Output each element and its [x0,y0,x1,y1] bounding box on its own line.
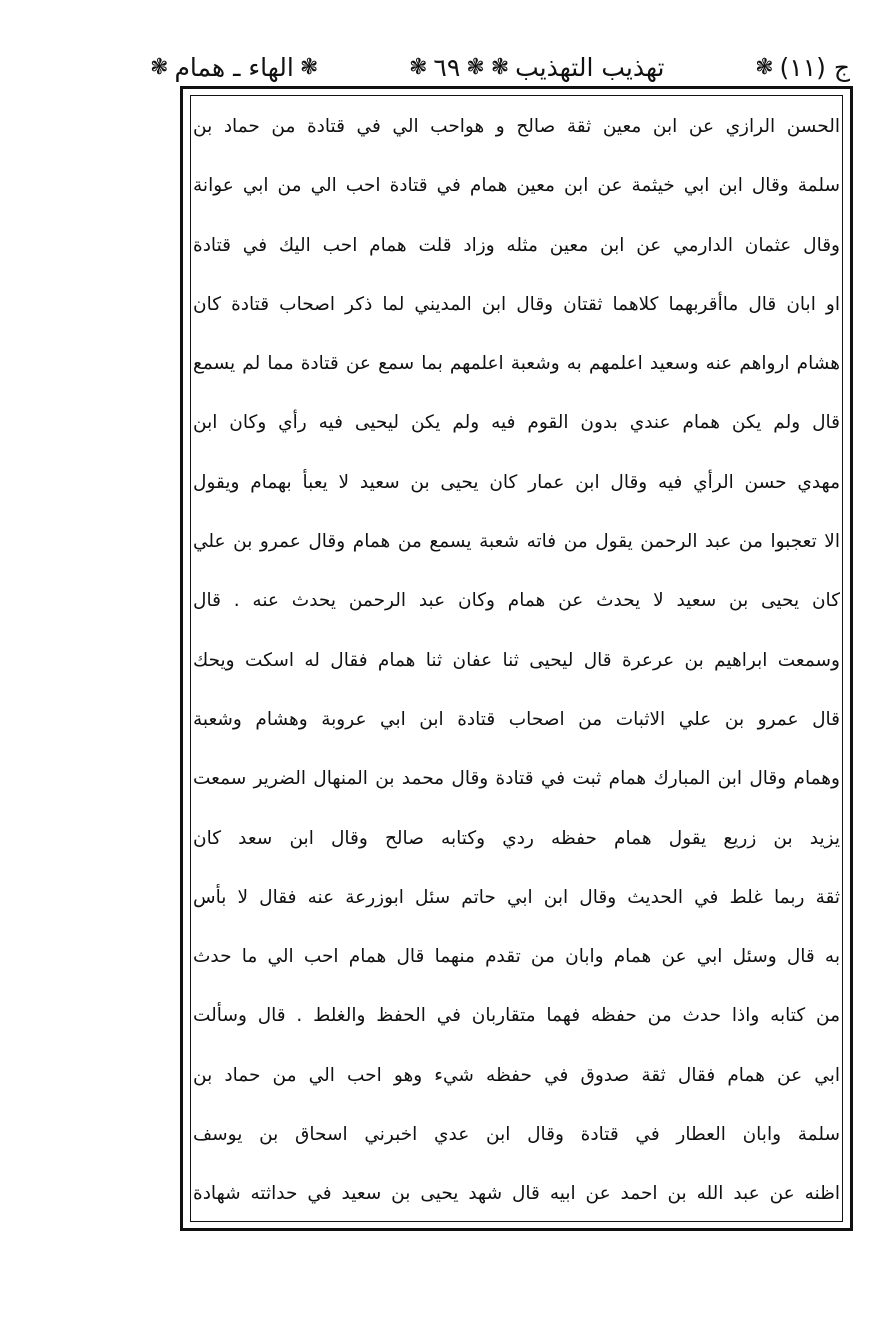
ornament-icon: ❃ [150,55,169,80]
text-line: من كتابه واذا حدث من حفظه فهما متقاربان في الحفظ والغلط . قال وسألت [193,1005,840,1027]
volume-label: ج (١١) [779,53,850,82]
text-line: او ابان قال ماأقربهما كلاهما ثقتان وقال ابن المديني لما ذكر اصحاب قتادة كان [193,293,840,315]
page-number: ٦٩ [433,53,461,82]
text-line: وسمعت ابراهيم بن عرعرة قال ليحيى ثنا عفان ثنا همام فقال له اسكت ويحك [193,649,840,671]
text-line: قال عمرو بن علي الاثبات من اصحاب قتادة ابن ابي عروبة وهشام وشعبة [193,708,840,730]
text-line: سلمة وقال ابن ابي خيثمة عن ابن معين همام في قتادة احب الي من ابي عوانة [193,175,840,197]
section-title: الهاء ـ همام [174,53,294,82]
header-volume-group [755,48,850,88]
text-line: ابي عن همام فقال ثقة صدوق في حفظه شيء وهو احب الي من حماد بن [193,1064,840,1086]
text-line: يزيد بن زريع يقول همام حفظه ردي وكتابه صالح وقال ابن سعد كان [193,827,840,849]
ornament-icon: ❃ [408,55,428,80]
text-line: به قال وسئل ابي عن همام وابان من تقدم منهما قال همام احب الي ما حدث [193,946,840,968]
text-line: وهمام وقال ابن المبارك همام ثبت في قتادة وقال محمد بن المنهال الضرير سمعت [193,768,840,790]
text-line: وقال عثمان الدارمي عن ابن معين مثله وزاد قلت همام احب اليك في قتادة [193,234,840,256]
text-line: سلمة وابان العطار في قتادة وقال ابن عدي اخبرني اسحاق بن يوسف [193,1124,840,1146]
text-line: مهدي حسن الرأي فيه وقال ابن عمار كان يحيى بن سعيد لا يعبأ بهمام ويقول [193,471,840,493]
body-text [183,97,850,1228]
text-line: هشام ارواهم عنه وسعيد اعلمهم به وشعبة اعلمهم بما سمع عن قتادة مما لم يسمع [193,353,840,375]
text-frame [180,86,853,1231]
header-title-group [409,48,665,88]
running-header [150,48,850,88]
ornament-icon: ❃ [466,55,485,80]
text-line: الا تعجبوا من عبد الرحمن يقول من فاته شعبة يسمع من همام وقال عمرو بن علي [193,531,840,553]
text-line: ثقة ربما غلط في الحديث وقال ابن ابي حاتم سئل ابوزرعة عنه فقال لا بأس [193,886,840,908]
ornament-icon: ❃ [299,55,319,80]
text-line: قال ولم يكن همام عندي بدون القوم فيه ولم يكن ليحيى فيه رأي وكان ابن [193,412,840,434]
book-title: تهذيب التهذيب [515,53,665,82]
text-line: اظنه عن عبد الله بن احمد عن ابيه قال شهد يحيى بن سعيد في حداثته شهادة [193,1183,840,1205]
text-line: الحسن الرازي عن ابن معين ثقة صالح و هواحب الي في قتادة من حماد بن [193,116,840,137]
header-section-group [150,48,318,88]
ornament-icon: ❃ [755,55,774,80]
text-line: كان يحيى بن سعيد لا يحدث عن همام وكان عبد الرحمن يحدث عنه . قال [193,590,840,612]
ornament-icon: ❃ [490,55,510,80]
